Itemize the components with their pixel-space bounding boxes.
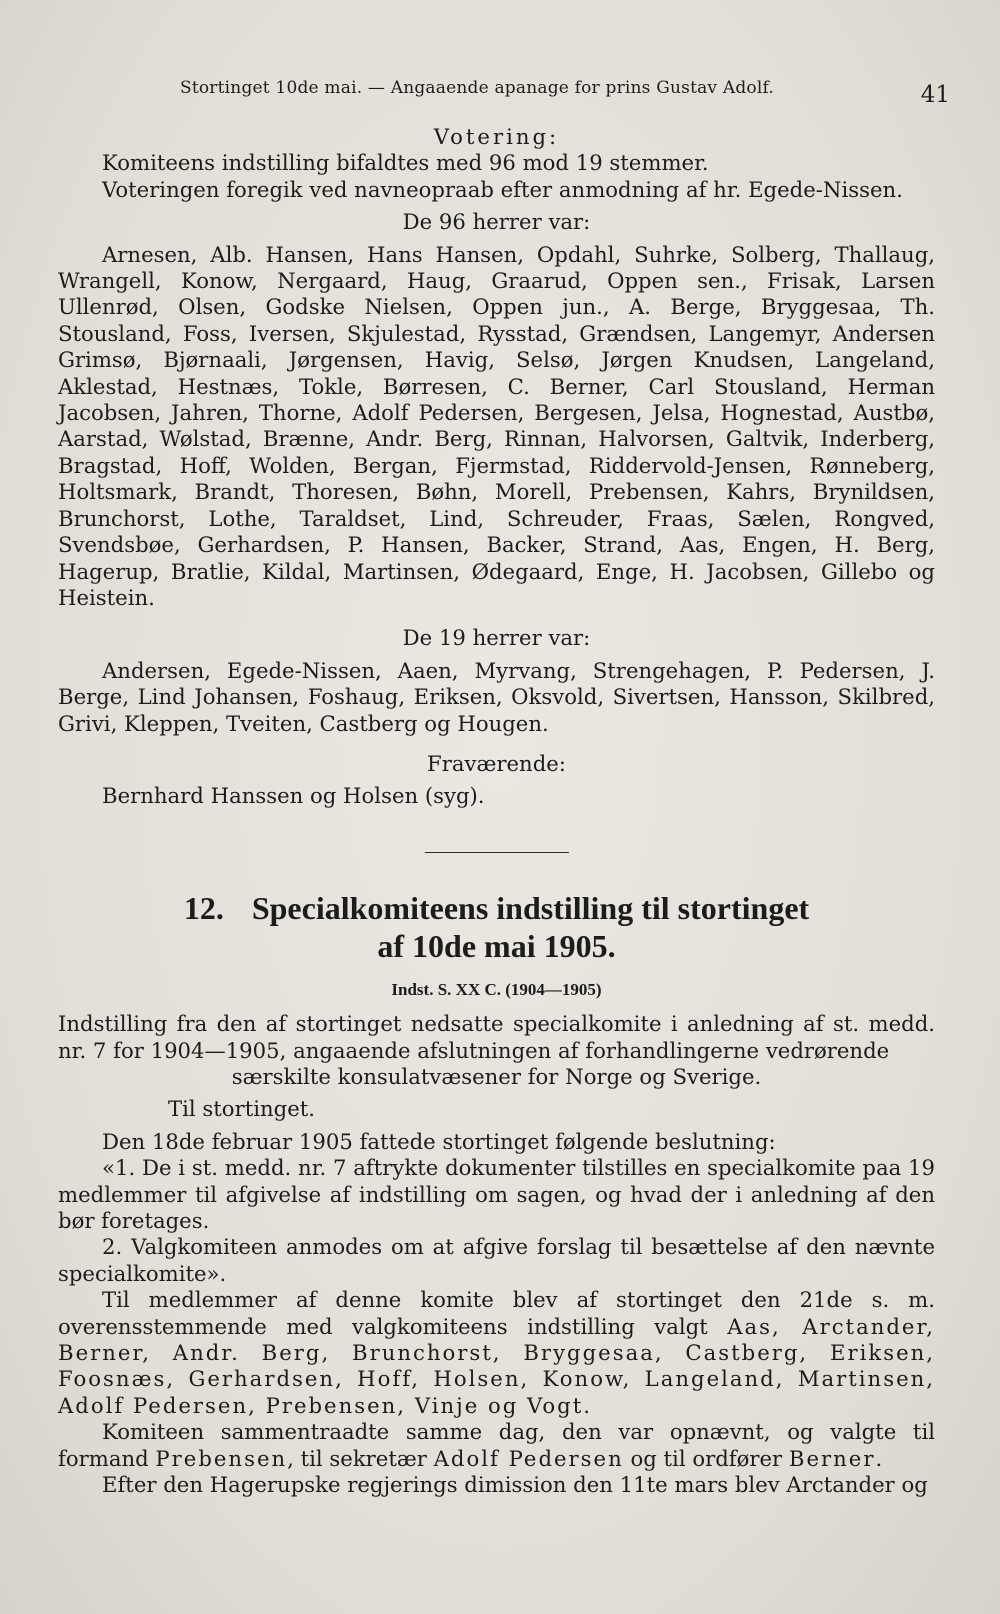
paragraph-5-text-c: og til ordfører [623,1445,789,1471]
yes-names: Arnesen, Alb. Hansen, Hans Hansen, Opdahl, Suhrke, Solberg, Thallaug, Wrangell, Konow, Nergaard, Haug, Graarud, Oppen sen., Frisak, Larsen Ullenrød, Olsen, Godske Nielsen, Oppen jun., A. Berge, Bryggesaa, Th. Stousland, Foss, Iversen, Skjulestad, Rysstad, Grændsen, Langemyr, Andersen Grimsø, Bjørnaali, Jørgensen, Havig, Selsø, Jørgen Knudsen, Langeland, Aklestad, Hestnæs, Tokle, Børresen, C. Berner, Carl Stousland, Herman Jacobsen, Jahren, Thorne, Adolf Pedersen, Bergesen, Jelsa, Hognestad, Austbø, Aarstad, Wølstad, Brænne, Andr. Berg, Rinnan, Halvorsen, Galtvik, Inderberg, Bragstad, Hoff, Wolden, Bergan, Fjermstad, Riddervold-Jensen, Rønneberg, Holtsmark, Brandt, Thoresen, Bøhn, Morell, Prebensen, Kahrs, Brynildsen, Brunchorst, Lothe, Taraldset, Lind, Schreuder, Fraas, Sælen, Rongved, Svendsbøe, Gerhardsen, P. Hansen, Backer, Strand, Aas, Engen, H. Berg, Hagerup, Bratlie, Kildal, Martinsen, Ødegaard, Enge, H. Jacobsen, Gillebo og Heistein. [58,241,935,610]
section-title [58,889,935,965]
paragraph-4 [58,1287,935,1419]
no-heading: De 19 herrer var: [402,625,591,651]
section-title-line1: Specialkomiteens indstilling til stortinget [251,889,810,926]
section-reference: Indst. S. XX C. (1904—1905) [391,979,602,999]
running-head: Stortinget 10de mai. — Angaaende apanage for prins Gustav Adolf. [180,78,774,98]
vote-result: Komiteens indstilling bifaldtes med 96 mod 19 stemmer. [102,150,709,176]
absent-heading: Fraværende: [427,750,566,776]
secretary-name: Adolf Pedersen [433,1445,624,1471]
intro-continuation: særskilte konsulatvæsener for Norge og Sverige. [231,1063,762,1089]
paragraph-3: 2. Valgkomiteen anmodes om at afgive forslag til besættelse af den nævnte specialkomite». [58,1234,935,1286]
no-names: Andersen, Egede-Nissen, Aaen, Myrvang, Strengehagen, P. Pedersen, J. Berge, Lind Johansen, Foshaug, Eriksen, Oksvold, Sivertsen, Hansson, Skilbred, Grivi, Kleppen, Tveiten, Castberg og Hougen. [58,657,935,736]
section-divider [425,852,569,853]
paragraph-5 [58,1419,935,1472]
committee-members: Aas, Arctander, Berner, Andr. Berg, Brunchorst, Bryggesaa, Castberg, Eriksen, Foosnæs, Gerhardsen, Hoff, Holsen, Konow, Langeland, Martinsen, Adolf Pedersen, Prebensen, Vinje og Vogt. [58,1313,935,1418]
votering-heading: Votering: [433,124,560,149]
paragraph-5-text-d: . [875,1445,883,1471]
paragraph-5-text-a: Komiteen sammentraadte samme dag, den var opnævnt, og valgte til formand [58,1419,935,1471]
chairman-name: Prebensen [155,1445,288,1471]
page-number: 41 [920,82,950,108]
paragraph-5-text-b: , til sekretær [287,1445,434,1471]
paragraph-6: Efter den Hagerupske regjerings dimission den 11te mars blev Arctander og [102,1472,928,1498]
section-title-line2: af 10de mai 1905. [377,927,616,964]
section-number: 12. [183,889,224,926]
rapporteur-name: Berner [788,1445,876,1471]
paragraph-1: Den 18de februar 1905 fattede stortinget følgende beslutning: [102,1128,776,1154]
paragraph-2: «1. De i st. medd. nr. 7 aftrykte dokumenter tilstilles en specialkomite paa 19 medlemmer til afgivelse af indstilling om sagen, og hvad der i anledning af den bør foretages. [58,1155,935,1233]
page-content [58,124,935,1498]
absent-names: Bernhard Hanssen og Holsen (syg). [102,783,485,809]
yes-heading: De 96 herrer var: [402,209,591,235]
vote-procedure: Voteringen foregik ved navneopraab efter anmodning af hr. Egede-Nissen. [102,176,903,202]
addressee: Til stortinget. [168,1096,315,1122]
paragraph-4-text: Til medlemmer af denne komite blev af stortinget den 21de s. m. overensstemmende med valgkomiteens indstilling valgt [58,1287,935,1339]
intro-text: Indstilling fra den af stortinget nedsatte specialkomite i anledning af st. medd. nr. 7 for 1904—1905, angaaende afslutningen af forhandlingerne vedrørende [58,1011,935,1063]
